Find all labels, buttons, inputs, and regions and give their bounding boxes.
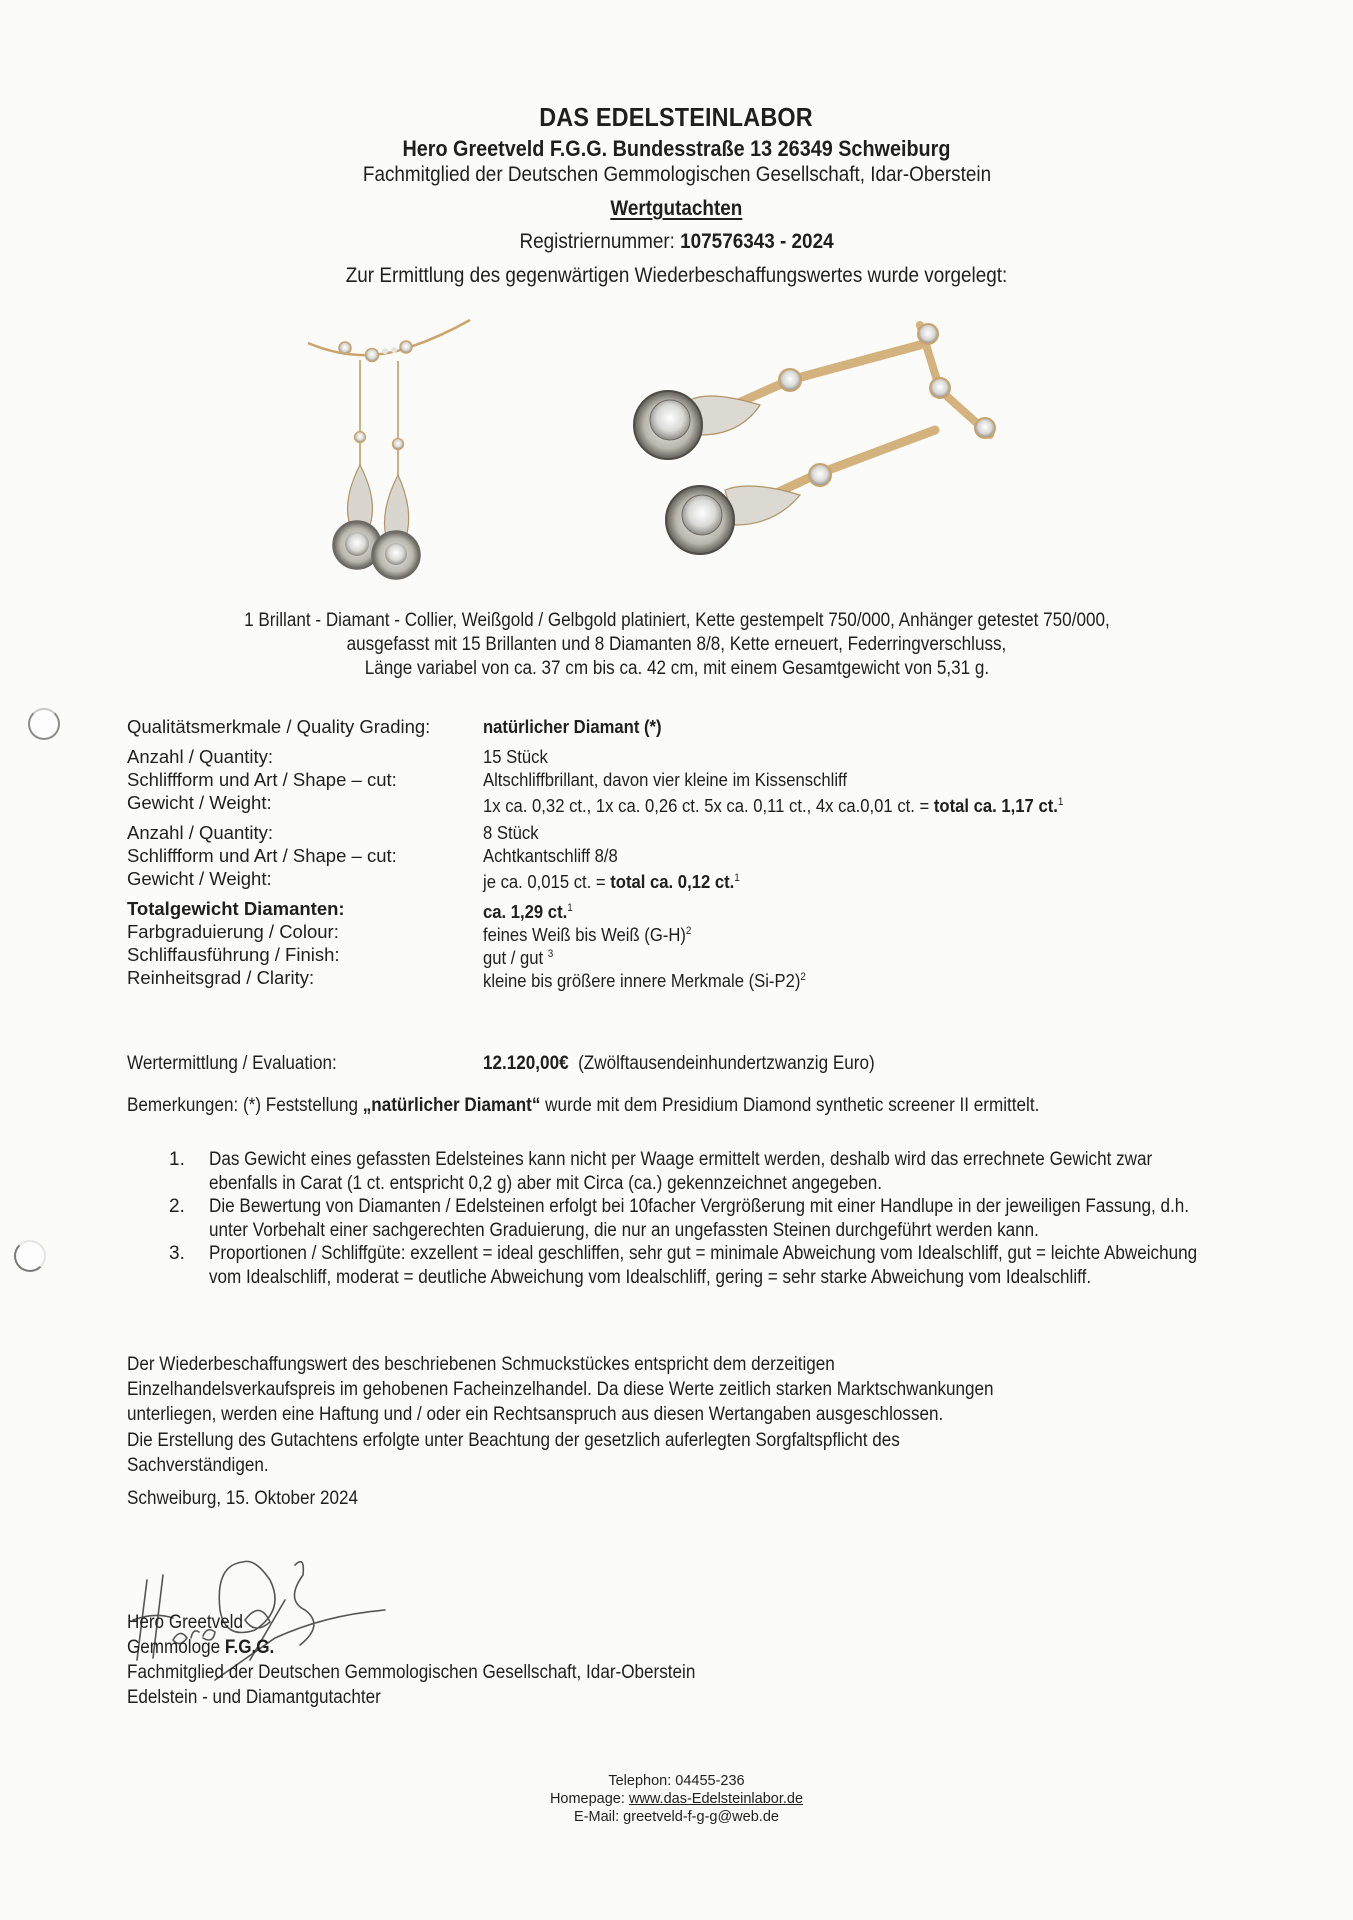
evaluation-label: Wertermittlung / Evaluation: [127,1053,337,1074]
footnote-3: 3. Proportionen / Schliffgüte: exzellent = ideal geschliffen, sehr gut = minimale Abweichung vom Idealschliff, gut = leichte Abweichung vom Idealschliff, moderat = deutliche Abweichung vom Idealschliff, gering = sehr starke Abweichung vom Idealschliff. [169,1243,1198,1288]
footer-phone: Telephon: 04455-236 [608,1773,745,1789]
necklace-photo-lying [590,320,1070,580]
grading-value: natürlicher Diamant (*) [483,716,662,737]
intro-text: Zur Ermittlung des gegenwärtigen Wiederbeschaffungswertes wurde vorgelegt: [345,264,1008,287]
description-line-1: 1 Brillant - Diamant - Collier, Weißgold / Gelbgold platiniert, Kette gestempelt 750/000, Anhänger getestet 750/000, [243,610,1110,631]
item-description [0,609,1353,681]
footer-email: E-Mail: greetveld-f-g-g@web.de [574,1809,779,1825]
description-line-2: ausgefasst mit 15 Brillanten und 8 Diamanten 8/8, Kette erneuert, Federringverschluss, [346,634,1007,655]
signer-name: Hero Greetveld [127,1612,243,1633]
signer-role: Edelstein - und Diamantgutachter [127,1687,381,1708]
registration-value: 107576343 - 2024 [680,230,834,253]
disclaimer-paragraph: Der Wiederbeschaffungswert des beschriebenen Schmuckstückes entspricht dem derzeitigen Einzelhandelsverkaufspreis im gehobenen Facheinzelhandel. Da diese Werte zeitlich starken Marktschwankungen unterliegen, werden eine Haftung und / oder ein Rechtsanspruch aus diesen Wertangaben ausgeschlossen. [127,1354,994,1425]
lab-address: Hero Greetveld F.G.G. Bundesstraße 13 26349 Schweiburg [402,136,951,161]
appraisal-document: DAS EDELSTEINLABOR Hero Greetveld F.G.G. Bundesstraße 13 26349 Schweiburg Fachmitglied der Deutschen Gemmologischen Gesellschaft, Idar-Oberstein Wertgutachten Registriernummer: 107576343 - 2024 Zur Ermittlung des gegenwärtigen Wiederbeschaffungswertes wurde vorgelegt: 1 Brillant - Diamant - Collier, Weißgold / Gelbgold platiniert, Kette gestempelt 750/000, Anhänger getestet 750/000, ausgefasst mit 15 Brillanten und 8 Diamanten 8/8, Kette erneuert, Federringverschluss, Länge variabel von ca. 37 cm bis ca. 42 cm, mit einem Gesamtgewicht von 5,31 g. Qualitätsmerkmale / Quality Grading: natürlicher Diamant (*) Anzahl / Quantity: 15 Stück Schliffform und Art / Shape – cut: Altschliffbrillant, davon vier kleine im Kissenschliff Gewicht / Weight: 1x ca. 0,32 ct., 1x ca. 0,26 ct. 5x ca. 0,11 ct., 4x ca.0,01 ct. = total ca. 1,17 ct.$^1$ Anzahl / Quantity: 8 Stück Schliffform und Art / Shape – cut: Achtkantschliff 8/8 Gewicht / Weight: je ca. 0,015 ct. = total ca. 0,12 ct.$^1$ Totalgewicht Diamanten: ca. 1,29 ct.$^1$ Farbgraduierung / Colour: feines Weiß bis Weiß $(G-H)^2$ Schliffausführung / Finish: gut / gut $^3$ Reinheitsgrad / Clarity: kleine bis größere innere Merkmale $(Si-P2)^2$ Wertermittlung / Evaluation: 12.120,00€ (Zwölftausendeinhundertzwanzig Euro) Bemerkungen: (*) Feststellung „natürlicher Diamant“ wurde mit dem Presidium Diamond synthetic screener II ermittelt. 1. Das Gewicht eines gefassten Edelsteines kann nicht per Waage ermittelt werden, deshalb wird das errechnete Gewicht zwar ebenfalls in Carat (1 ct. entspricht 0,2 g) aber mit Circa (ca.) gekennzeichnet angegeben. 2. Die Bewertung von Diamanten / Edelsteinen erfolgt bei 10facher Vergrößerung mit einer Handlupe in der jeweiligen Fassung, d.h. unter Vorbehalt einer sachgerechten Graduierung, die nur an ungefassten Steinen durchgeführt werden kann. 3. Proportionen / Schliffgüte: exzellent = ideal geschliffen, sehr gut = minimale Abweichung vom Idealschliff, gut = leichte Abweichung vom Idealschliff, moderat = deutliche Abweichung vom Idealschliff, gering = sehr starke Abweichung vom Idealschliff. Der Wiederbeschaffungswert des beschriebenen Schmuckstückes entspricht dem derzeitigen Einzelhandelsverkaufspreis im gehobenen Facheinzelhandel. Da diese Werte zeitlich starken Marktschwankungen unterliegen, werden eine Haftung und / oder ein Rechtsanspruch aus diesen Wertangaben ausgeschlossen. Die Erstellung des Gutachtens erfolgte unter Beachtung der gesetzlich auferlegten Sorgfaltspflicht des Sachverständigen. Schweiburg, 15. Oktober 2024 Hero Greetveld Gemmologe F.G.G. Fachmitglied der Deutschen Gemmologischen Gesellschaft, Idar-Oberstein Edelstein - und Diamantgutachter Telephon: 04455-236 Homepage: www.das-Edelsteinlabor.de E-Mail: greetveld-f-g-g@web.de [0,0,1353,1920]
lab-name: DAS EDELSTEINLABOR [539,102,814,132]
contact-footer [0,1772,1353,1826]
punch-hole-top [28,708,60,740]
registration-number [0,230,1353,254]
signature-block [127,1610,759,1710]
evaluation-row [127,1053,875,1075]
diligence-paragraph: Die Erstellung des Gutachtens erfolgte unter Beachtung der gesetzlich auferlegten Sorgfaltspflicht des Sachverständigen. [127,1430,900,1476]
evaluation-value [483,1053,875,1075]
lab-membership: Fachmitglied der Deutschen Gemmologischen Gesellschaft, Idar-Oberstein [362,163,991,186]
signer-membership: Fachmitglied der Deutschen Gemmologischen Gesellschaft, Idar-Oberstein [127,1662,696,1683]
evaluation-amount-words: (Zwölftausendeinhundertzwanzig Euro) [578,1053,875,1074]
place-date: Schweiburg, 15. Oktober 2024 [127,1488,359,1509]
footer-homepage: Homepage: www.das-Edelsteinlabor.de [549,1791,804,1807]
description-line-3: Länge variabel von ca. 37 cm bis ca. 42 cm, mit einem Gesamtgewicht von 5,31 g. [364,658,989,679]
footnotes-list [127,1148,1227,1289]
punch-hole-bottom [14,1240,46,1272]
homepage-link[interactable]: www.das-Edelsteinlabor.de [628,1791,804,1807]
footnote-2: 2. Die Bewertung von Diamanten / Edelsteinen erfolgt bei 10facher Vergrößerung mit einer Handlupe in der jeweiligen Fassung, d.h. unter Vorbehalt einer sachgerechten Graduierung, die nur an ungefassten Steinen durchgeführt werden kann. [169,1196,1190,1241]
footnote-1: 1. Das Gewicht eines gefassten Edelsteines kann nicht per Waage ermittelt werden, deshalb wird das errechnete Gewicht zwar ebenfalls in Carat (1 ct. entspricht 0,2 g) aber mit Circa (ca.) gekennzeichnet angegeben. [169,1149,1153,1194]
remarks: Bemerkungen: (*) Feststellung „natürlicher Diamant“ wurde mit dem Presidium Diamond synthetic screener II ermittelt. [127,1095,1040,1116]
necklace-photo-hanging [300,315,490,595]
registration-label: Registriernummer: [519,230,681,253]
evaluation-amount: 12.120,00€ [483,1053,569,1074]
grading-label: Qualitätsmerkmale / Quality Grading: [127,716,431,737]
signer-title: Gemmologe F.G.G. [127,1637,275,1658]
document-title: Wertgutachten [610,197,743,220]
